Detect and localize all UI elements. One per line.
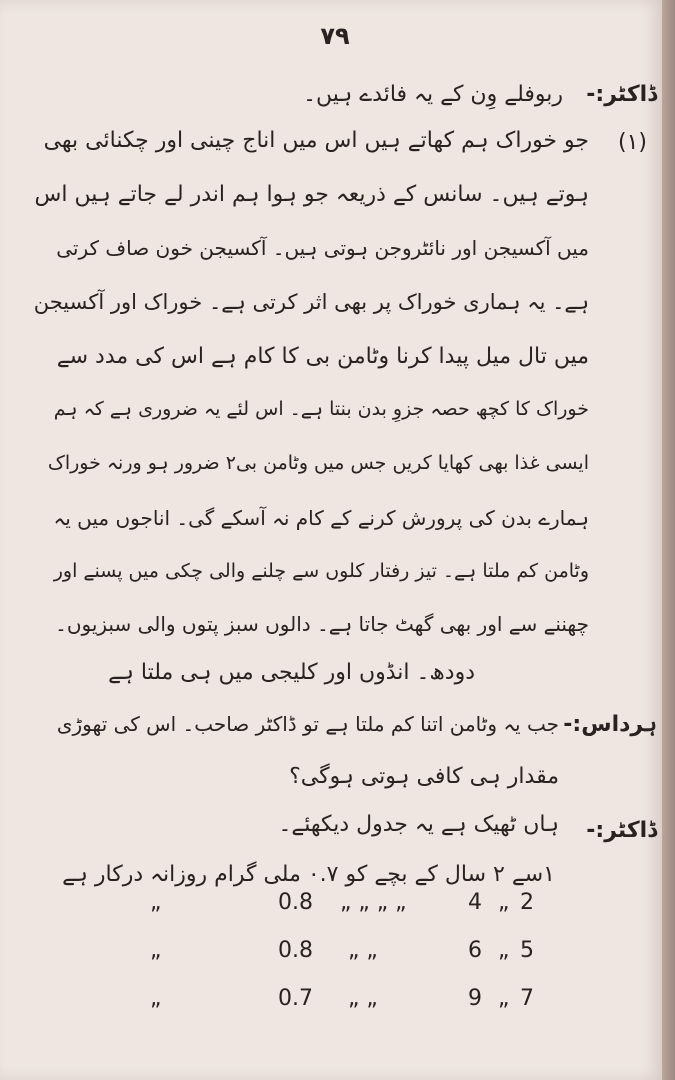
doctor-reply-line: ہاں ٹھیک ہے یہ جدول دیکھئے۔ xyxy=(278,812,559,837)
age-from-cell: 2 xyxy=(520,890,534,915)
age-to-cell: 9 xyxy=(468,986,482,1011)
paragraph-line-9: وٹامن کم ملتا ہے۔ تیز رفتار کلوں سے چلنے والی چکی میں پسنے اور xyxy=(53,560,589,582)
doctor-label-1: ڈاکٹر:- xyxy=(586,82,657,107)
value-cell: 0.8 xyxy=(278,938,313,963)
table-row xyxy=(0,890,662,930)
filler-marks: „ „ xyxy=(348,986,378,1011)
paragraph-line-4: ہے۔ یہ ہماری خوراک پر بھی اثر کرتی ہے۔ خوراک اور آکسیجن xyxy=(33,290,589,314)
age-from-cell: 7 xyxy=(520,986,534,1011)
ditto-mark: „ xyxy=(150,986,162,1011)
value-cell: 0.7 xyxy=(278,986,313,1011)
hardas-line-2: مقدار ہی کافی ہوتی ہوگی؟ xyxy=(289,764,559,789)
range-sep: „ xyxy=(498,986,510,1011)
paragraph-line-2: ہوتے ہیں۔ سانس کے ذریعہ جو ہوا ہم اندر لے جاتے ہیں اس xyxy=(34,182,589,207)
paragraph-line-7: ایسی غذا بھی کھایا کریں جس میں وٹامن بی۲ ضرور ہو ورنہ خوراک xyxy=(47,452,589,474)
table-row xyxy=(0,938,662,978)
filler-marks: „ „ xyxy=(348,938,378,963)
intro-line: ربوفلے وِن کے یہ فائدے ہیں۔ xyxy=(303,82,563,107)
paragraph-line-5: میں تال میل پیدا کرنا وٹامن بی کا کام ہے اس کی مدد سے xyxy=(56,344,589,369)
age-to-cell: 4 xyxy=(468,890,482,915)
range-sep: „ xyxy=(498,890,510,915)
paragraph-line-11: دودھ۔ انڈوں اور کلیجی میں ہی ملتا ہے xyxy=(108,660,475,685)
paragraph-line-6: خوراک کا کچھ حصہ جزوِ بدن بنتا ہے۔ اس لئے یہ ضروری ہے کہ ہم xyxy=(53,398,589,420)
paragraph-line-1: جو خوراک ہم کھاتے ہیں اس میں اناج چینی اور چکنائی بھی xyxy=(43,128,589,153)
doctor-label-2: ڈاکٹر:- xyxy=(586,818,657,843)
filler-marks: „ „ „ „ xyxy=(340,890,407,915)
hardas-line-1: جب یہ وٹامن اتنا کم ملتا ہے تو ڈاکٹر صاحب۔ اس کی تھوڑی xyxy=(56,712,559,736)
value-cell: 0.8 xyxy=(278,890,313,915)
range-sep: „ xyxy=(498,938,510,963)
item-marker: (۱) xyxy=(617,130,647,155)
age-from-cell: 5 xyxy=(520,938,534,963)
paragraph-line-3: میں آکسیجن اور نائٹروجن ہوتی ہیں۔ آکسیجن خون صاف کرتی xyxy=(56,236,589,260)
age-to-cell: 6 xyxy=(468,938,482,963)
table-row xyxy=(0,986,662,1026)
table-intro-line: ۱سے ۲ سال کے بچے کو ۰.۷ ملی گرام روزانہ درکار ہے xyxy=(62,862,555,887)
paragraph-line-8: ہمارے بدن کی پرورش کرنے کے کام نہ آسکے گی۔ اناجوں میں یہ xyxy=(53,506,589,530)
ditto-mark: „ xyxy=(150,938,162,963)
page-number: ۷۹ xyxy=(320,22,350,50)
book-binding-edge xyxy=(662,0,675,1080)
hardas-label: ہرداس:- xyxy=(563,712,657,737)
paragraph-line-10: چھننے سے اور بھی گھٹ جاتا ہے۔ دالوں سبز پتوں والی سبزیوں۔ xyxy=(55,612,589,636)
ditto-mark: „ xyxy=(150,890,162,915)
